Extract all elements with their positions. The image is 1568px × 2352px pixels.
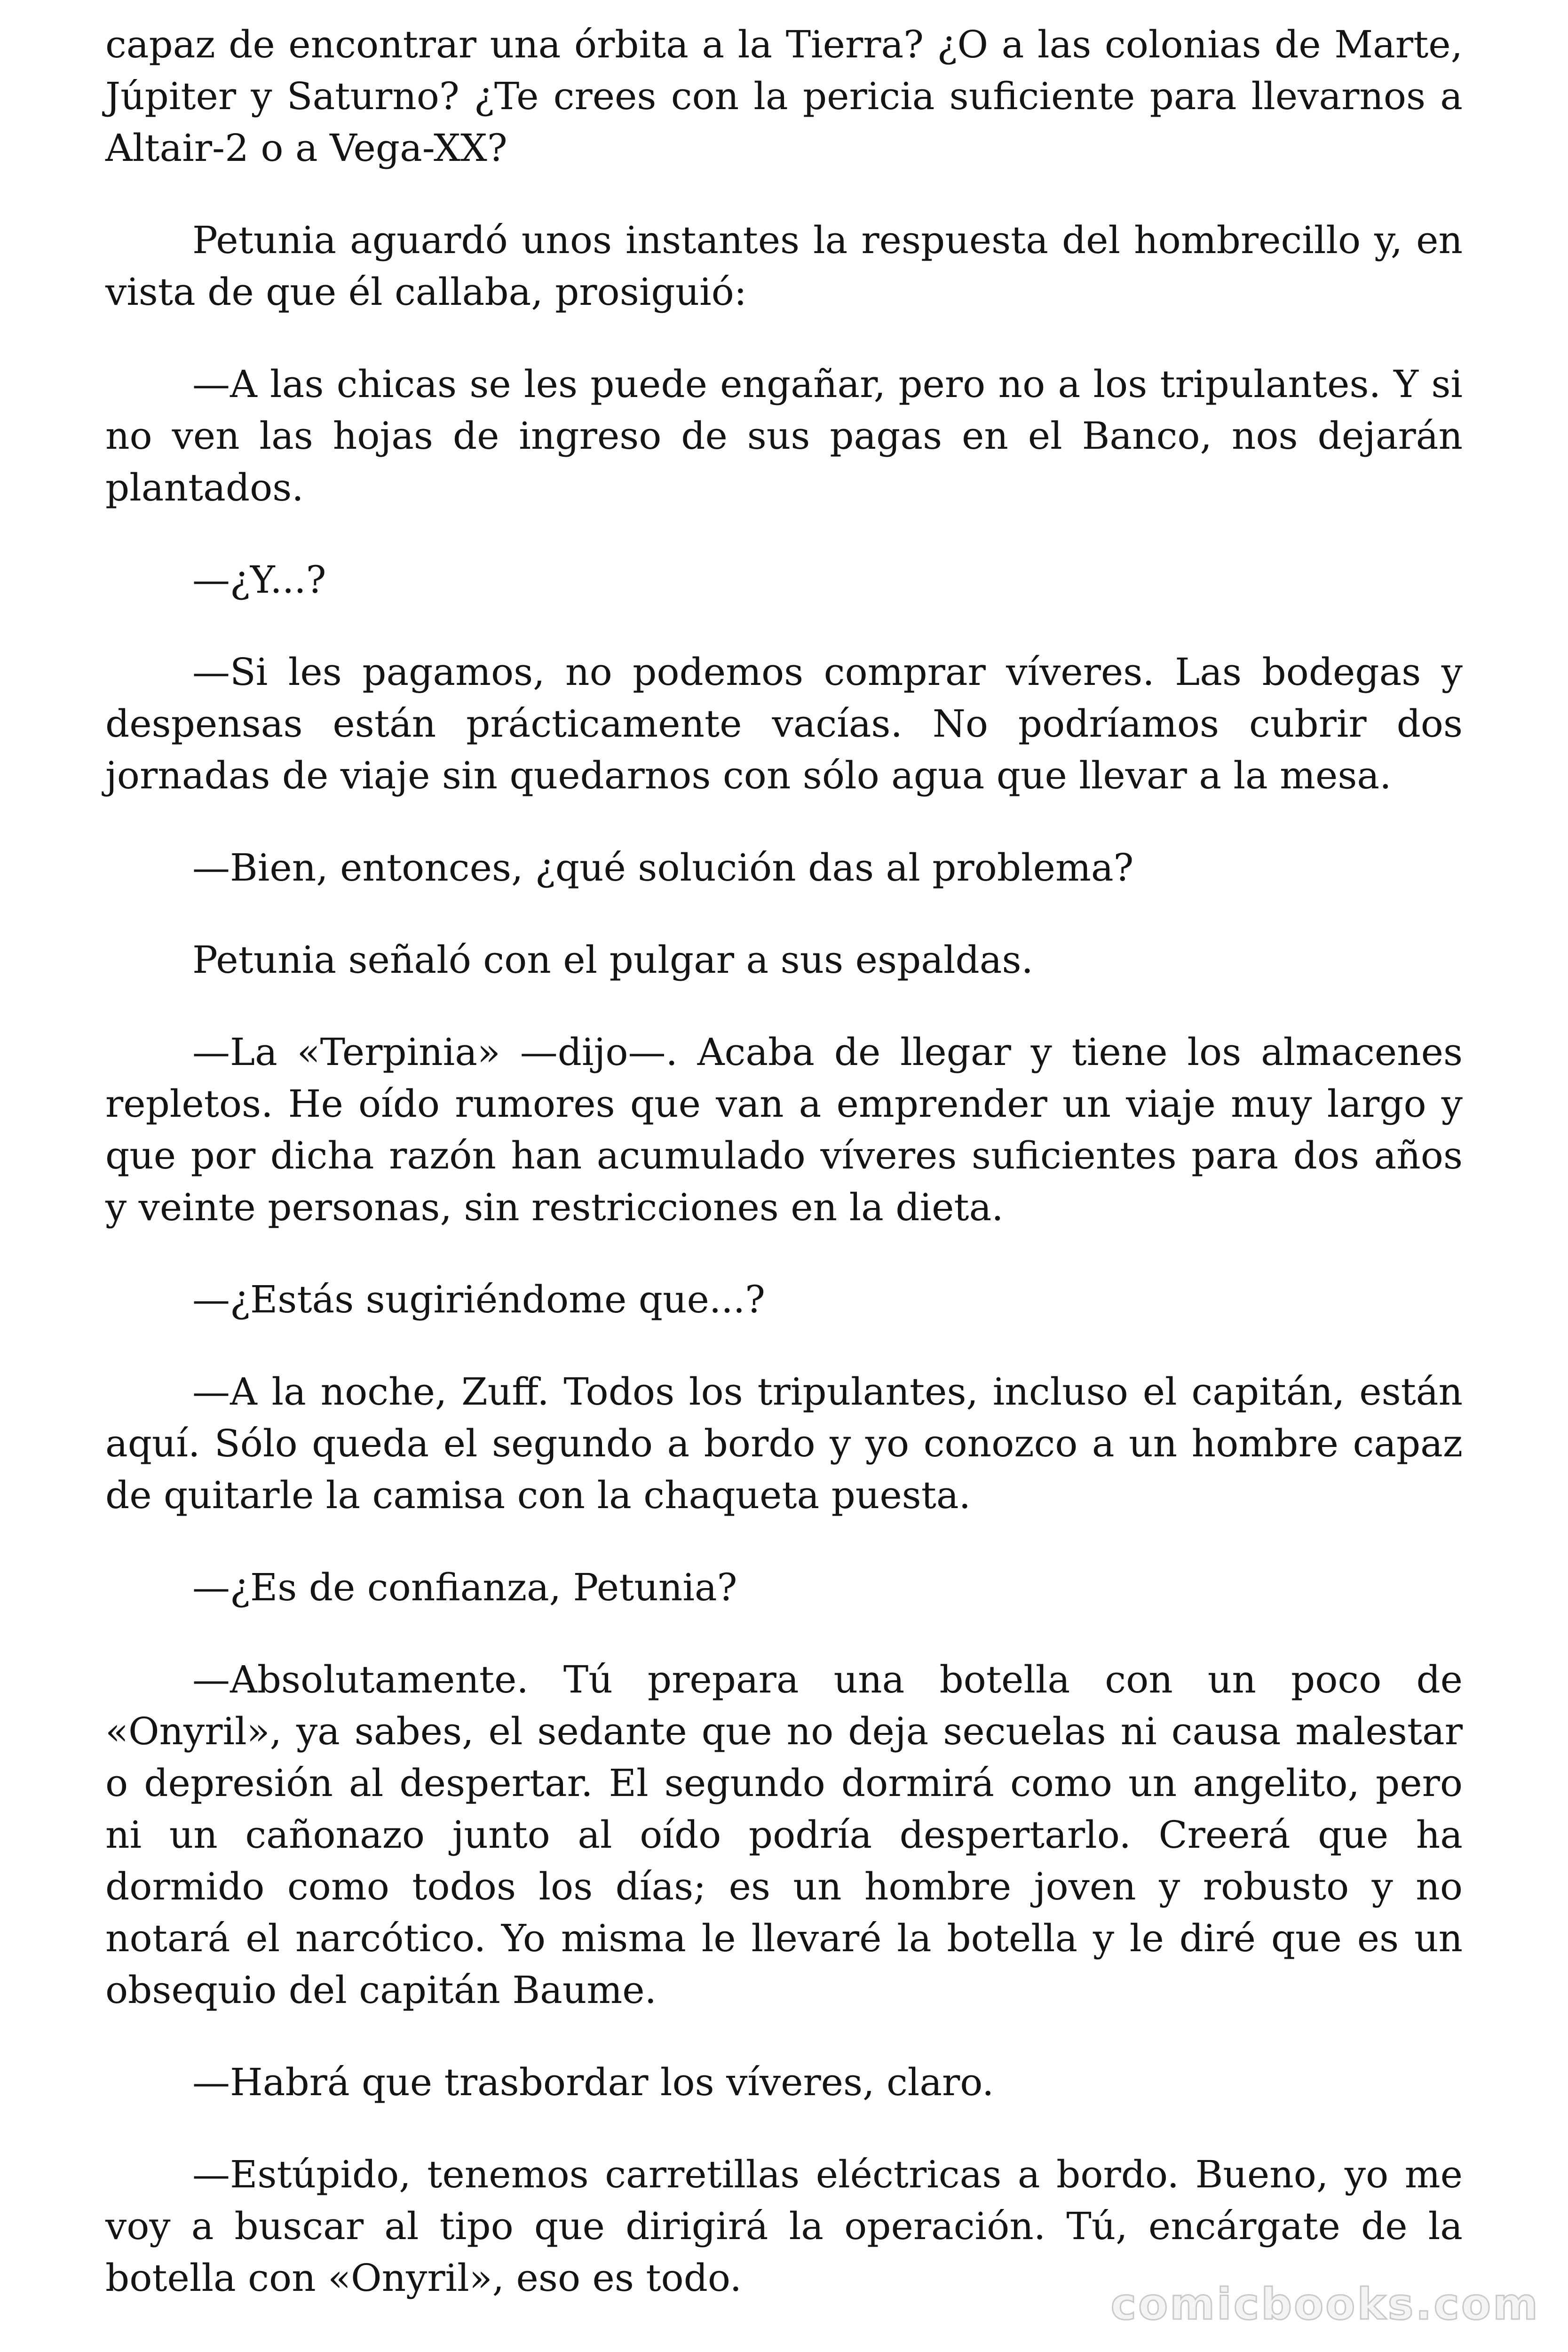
paragraph-6: —Bien, entonces, ¿qué solución das al problema? <box>192 846 1134 890</box>
paragraph-5: —Si les pagamos, no podemos comprar víveres. Las bodegas y despensas están prácticamente vacías. No podríamos cubrir dos jornadas de viaje sin quedarnos con sólo agua que llevar a la mesa. <box>105 650 1463 797</box>
paragraph-3: —A las chicas se les puede engañar, pero no a los tripulantes. Y si no ven las hojas de ingreso de sus pagas en el Banco, nos dejarán plantados. <box>105 362 1463 509</box>
paragraph-14: —Estúpido, tenemos carretillas eléctricas a bordo. Bueno, yo me voy a buscar al tipo que dirigirá la operación. Tú, encárgate de la botella con «Onyril», eso es todo. <box>105 2153 1463 2300</box>
paragraph-2: Petunia aguardó unos instantes la respuesta del hombrecillo y, en vista de que él callaba, prosiguió: <box>105 218 1463 314</box>
paragraph-8: —La «Terpinia» —dijo—. Acaba de llegar y tiene los almacenes repletos. He oído rumores que van a emprender un viaje muy largo y que por dicha razón han acumulado víveres suficientes para dos años y veinte personas, sin restricciones en la dieta. <box>105 1030 1463 1229</box>
paragraph-11: —¿Es de confianza, Petunia? <box>192 1565 737 1609</box>
paragraph-4: —¿Y...? <box>192 558 326 602</box>
paragraph-1: capaz de encontrar una órbita a la Tierra? ¿O a las colonias de Marte, Júpiter y Saturno? ¿Te crees con la pericia suficiente para llevarnos a Altair-2 o a Vega-XX? <box>105 23 1463 170</box>
paragraph-9: —¿Estás sugiriéndome que...? <box>192 1278 766 1321</box>
paragraph-7: Petunia señaló con el pulgar a sus espaldas. <box>192 938 1033 982</box>
book-page <box>105 19 1463 2344</box>
paragraph-12: —Absolutamente. Tú prepara una botella con un poco de «Onyril», ya sabes, el sedante que no deja secuelas ni causa malestar o depresión al despertar. El segundo dormirá como un angelito, pero ni un cañonazo junto al oído podría despertarlo. Creerá que ha dormido como todos los días; es un hombre joven y robusto y no notará el narcótico. Yo misma le llevaré la botella y le diré que es un obsequio del capitán Baume. <box>105 1658 1463 2012</box>
paragraph-13: —Habrá que trasbordar los víveres, claro. <box>192 2060 994 2104</box>
watermark-logo: comicbooks.com <box>1110 2279 1540 2329</box>
paragraph-10: —A la noche, Zuff. Todos los tripulantes, incluso el capitán, están aquí. Sólo queda el segundo a bordo y yo conozco a un hombre capaz de quitarle la camisa con la chaqueta puesta. <box>105 1370 1463 1517</box>
